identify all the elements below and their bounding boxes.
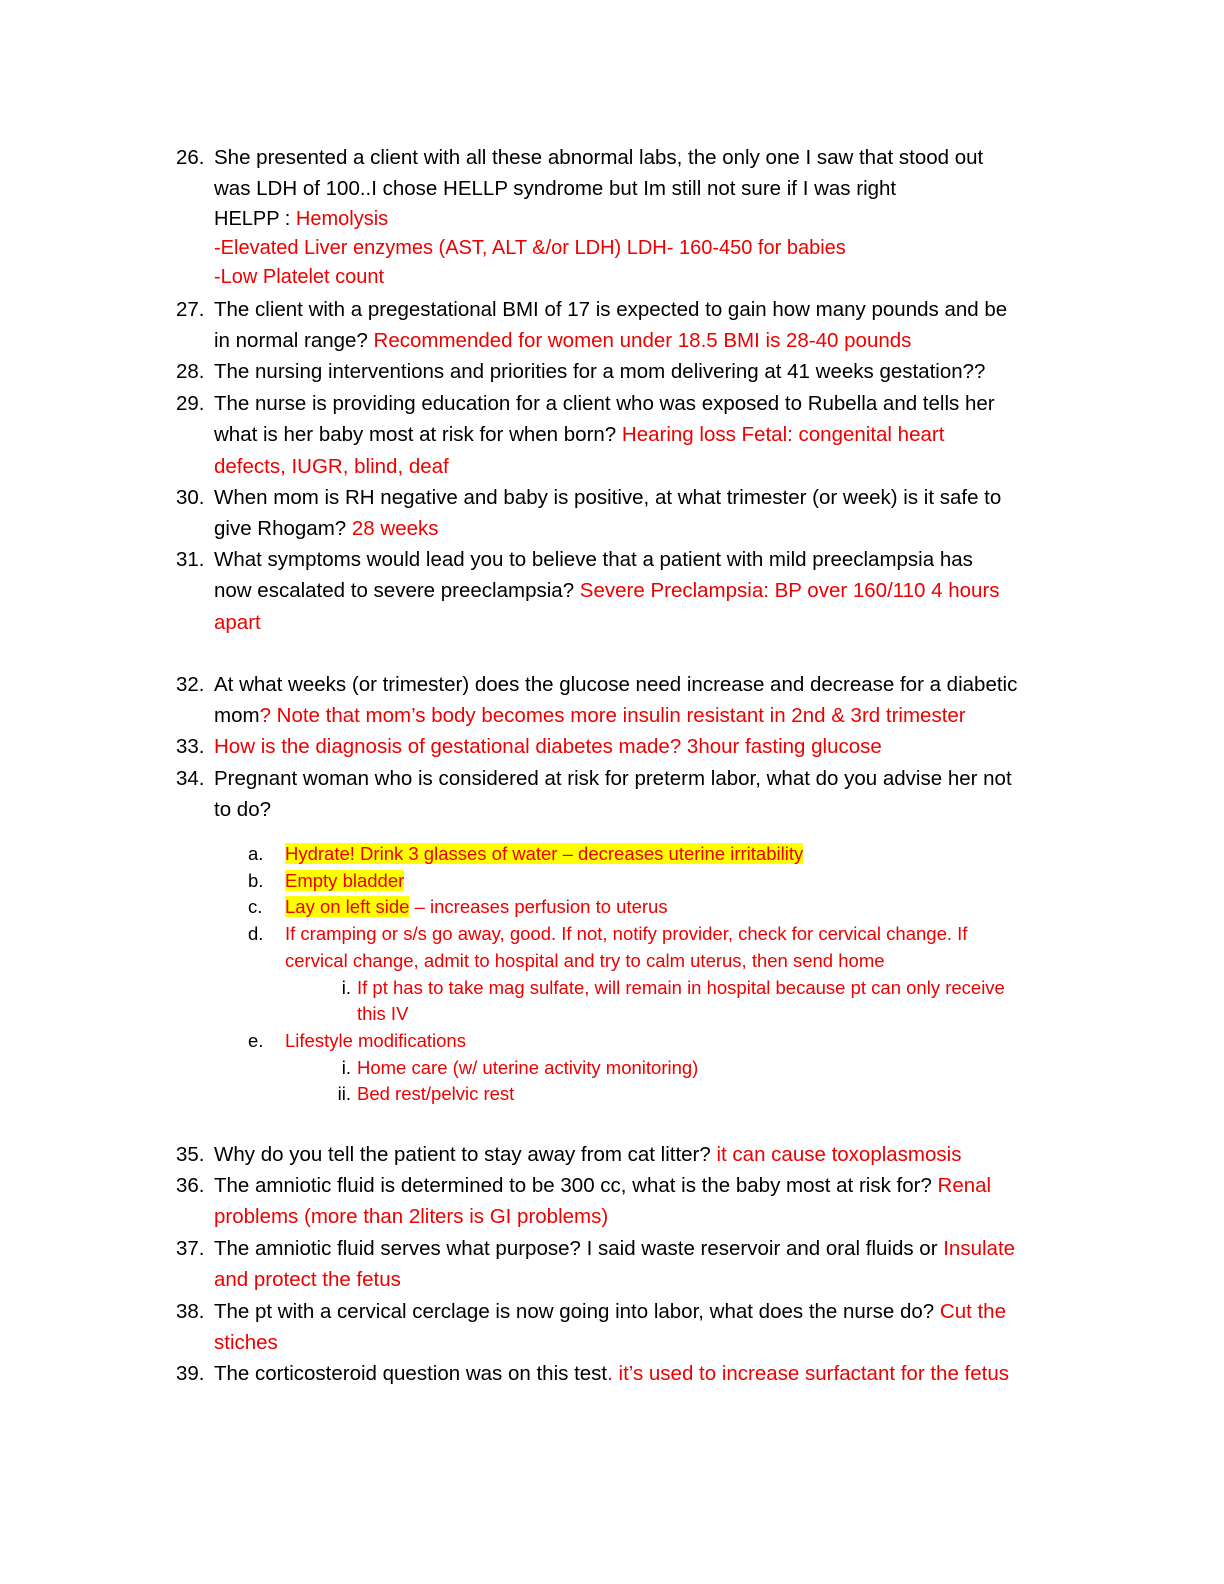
answer-text: stiches [214,1331,278,1355]
list-item [248,921,1068,974]
question-text: Pregnant woman who is considered at risk for preterm labor, what do you advise her not [214,767,1012,790]
question-text: How is the diagnosis of gestational diabetes made? 3hour fasting glucose [214,735,882,758]
question-number: 34. [176,767,205,790]
list-item-text: – increases perfusion to uterus [409,896,668,918]
list-marker: d. [248,923,264,945]
list-item-text: Home care (w/ uterine activity monitoring) [357,1056,699,1078]
question-text: Why do you tell the patient to stay away from cat litter? [214,1143,717,1166]
question-text: The client with a pregestational BMI of 17 is expected to gain how many pounds and be [214,298,1008,321]
list-item [248,1028,1068,1055]
answer-text: Insulate [943,1237,1016,1260]
question-number: 38. [176,1300,205,1323]
question-number: 31. [176,548,205,571]
answer-text: Renal [937,1174,992,1197]
question-number: 32. [176,673,205,696]
list-item-text: Lay on left side [285,896,410,918]
question-31 [176,544,1076,638]
list-subitem [323,975,1068,1028]
question-26 [176,142,1076,292]
list-subitem [323,1081,1068,1108]
list-item-text: If cramping or s/s go away, good. If not, notify provider, check for cervical change. If [285,923,968,945]
list-marker: i. [341,1056,351,1078]
question-number: 26. [176,146,205,169]
answer-text: and protect the fetus [214,1268,401,1292]
answer-text: problems (more than 2liters is GI problems) [214,1205,609,1229]
answer-text: ? Note that mom’s body becomes more insulin resistant in 2nd & 3rd trimester [259,704,966,728]
question-text: was LDH of 100..I chose HELLP syndrome but Im still not sure if I was right [214,177,897,201]
question-text: At what weeks (or trimester) does the glucose need increase and decrease for a diabetic [214,673,1018,696]
list-item-text: this IV [357,1003,409,1025]
question-text: The nurse is providing education for a client who was exposed to Rubella and tells her [214,392,995,415]
question-text: What symptoms would lead you to believe that a patient with mild preeclampsia has [214,548,973,571]
question-number: 37. [176,1237,205,1260]
question-27 [176,294,1076,357]
question-number: 30. [176,486,205,509]
question-text: give Rhogam? [214,517,352,541]
question-38 [176,1296,1076,1359]
question-text: mom [214,704,260,728]
list-item-text: Lifestyle modifications [285,1029,466,1051]
answer-text: defects, IUGR, blind, deaf [214,454,449,478]
list-item-text: Bed rest/pelvic rest [357,1083,515,1105]
question-text: The corticosteroid question was on this test [214,1362,608,1385]
question-number: 29. [176,392,205,415]
list-item [248,894,1068,921]
question-text: in normal range? [214,329,374,353]
question-29 [176,388,1076,482]
answer-text: . it’s used to increase surfactant for the fetus [607,1362,1009,1385]
question-28 [176,356,1076,387]
question-37 [176,1233,1076,1296]
question-text: The nursing interventions and priorities for a mom delivering at 41 weeks gestation?? [214,360,986,383]
question-39 [176,1358,1076,1389]
question-number: 35. [176,1143,205,1166]
question-33 [176,731,1076,762]
question-number: 39. [176,1362,205,1385]
list-item-text: If pt has to take mag sulfate, will remain in hospital because pt can only receive [357,976,1005,998]
question-text: The amniotic fluid serves what purpose? I said waste reservoir and oral fluids or [214,1237,944,1260]
answer-text: it can cause toxoplasmosis [716,1143,962,1166]
question-number: 33. [176,735,205,758]
question-text: When mom is RH negative and baby is positive, at what trimester (or week) is it safe to [214,486,1002,509]
answer-text: -Low Platelet count [214,265,385,288]
question-34 [176,763,1076,826]
list-marker: a. [248,843,264,864]
list-subitem [323,1055,1068,1082]
question-text: what is her baby most at risk for when born? [214,423,622,447]
list-marker: i. [341,976,351,998]
list-item-text: cervical change, admit to hospital and try to calm uterus, then send home [285,949,885,971]
question-text: The pt with a cervical cerclage is now going into labor, what does the nurse do? [214,1300,940,1323]
question-number: 36. [176,1174,205,1197]
question-36 [176,1170,1076,1233]
helpp-label: HELPP : [214,207,296,230]
answer-text: Cut the [939,1300,1006,1323]
question-text: to do? [214,798,271,822]
list-marker: b. [248,869,264,891]
question-30 [176,482,1076,545]
answer-text: 28 weeks [351,517,439,541]
list-marker: e. [248,1029,264,1051]
answer-text: Hearing loss Fetal: congenital heart [621,423,945,447]
answer-text: apart [214,610,261,634]
answer-text: -Elevated Liver enzymes (AST, ALT &/or LDH) LDH- 160-450 for babies [214,236,846,259]
list-marker: ii. [337,1083,351,1105]
question-number: 28. [176,360,205,383]
list-item-text: Empty bladder [285,869,405,891]
question-text: She presented a client with all these abnormal labs, the only one I saw that stood out [214,146,984,169]
question-number: 27. [176,298,205,321]
list-item [248,841,1068,868]
list-item-text: Hydrate! Drink 3 glasses of water – decreases uterine irritability [285,843,804,864]
question-text: now escalated to severe preeclampsia? [214,579,580,603]
answer-text: Recommended for women under 18.5 BMI is 28-40 pounds [373,329,912,353]
list-marker: c. [248,896,263,918]
list-item [248,868,1068,895]
advice-list [248,841,1068,1108]
answer-text: Hemolysis [295,207,389,230]
helpp-line [214,205,1076,234]
answer-text: Severe Preclampsia: BP over 160/110 4 hours [579,579,1000,603]
question-text: The amniotic fluid is determined to be 300 cc, what is the baby most at risk for? [214,1174,938,1197]
question-32 [176,669,1076,732]
question-35 [176,1139,1076,1170]
